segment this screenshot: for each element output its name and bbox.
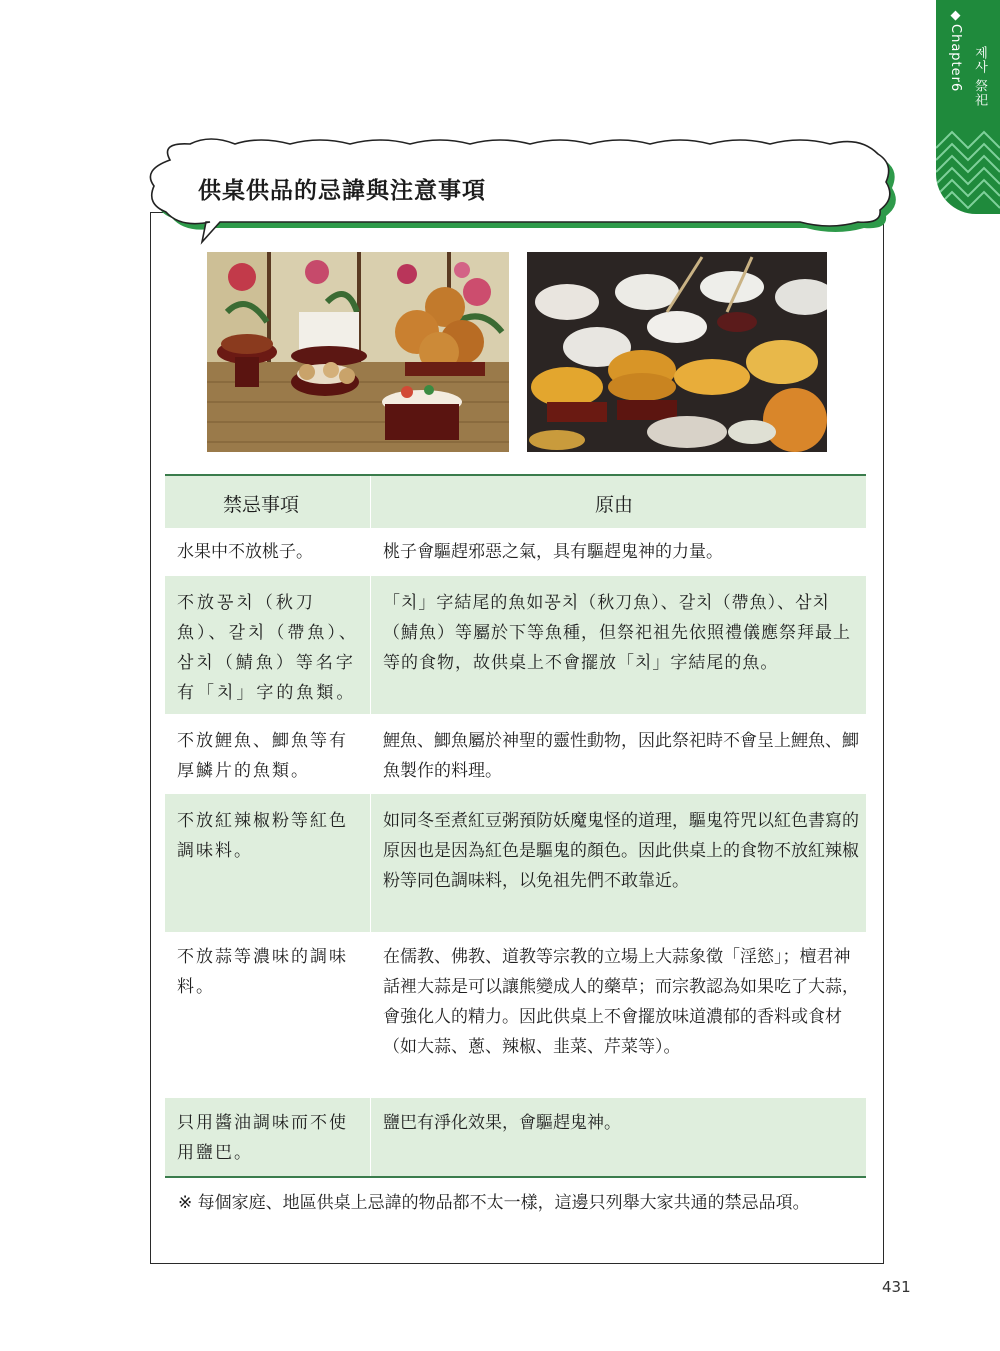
table-bottom-border xyxy=(165,1176,866,1178)
taboo-cell: 只用醬油調味而不使用鹽巴。 xyxy=(177,1113,348,1163)
chapter-label: Chapter6 xyxy=(948,24,963,93)
table-row xyxy=(165,528,866,576)
footnote: ※ 每個家庭、地區供桌上忌諱的物品都不太一樣，這邊只列舉大家共通的禁忌品項。 xyxy=(178,1193,810,1213)
reason-cell: 桃子會驅趕邪惡之氣，具有驅趕鬼神的力量。 xyxy=(383,542,723,562)
table-row xyxy=(165,714,866,794)
header-divider xyxy=(370,476,371,528)
table-header-row xyxy=(165,476,866,528)
table-row xyxy=(165,576,866,714)
table-row xyxy=(165,1098,866,1176)
page-title: 供桌供品的忌諱與注意事項 xyxy=(198,178,486,204)
page-number: 431 xyxy=(882,1278,911,1296)
taboo-cell: 不放꽁치（秋刀魚）、갈치（帶魚）、삼치（鯖魚）等名字有「치」字的魚類。 xyxy=(177,593,359,703)
reason-cell: 如同冬至煮紅豆粥預防妖魔鬼怪的道理，驅鬼符咒以紅色書寫的原因也是因為紅色是驅鬼的顏色。因此供桌上的食物不放紅辣椒粉等同色調味料，以免祖先們不敢靠近。 xyxy=(383,811,859,891)
taboo-cell: 不放蒜等濃味的調味料。 xyxy=(177,947,348,997)
row-divider xyxy=(370,1098,371,1176)
chapter-tab xyxy=(936,0,1000,214)
table-row xyxy=(165,794,866,932)
table-row xyxy=(165,932,866,1098)
photo-bowls-pancakes xyxy=(527,252,827,452)
chapter-korean: 제사 xyxy=(972,46,987,74)
reason-cell: 「치」字結尾的魚如꽁치（秋刀魚）、갈치（帶魚）、삼치（鯖魚）等屬於下等魚種，但祭祀祖先依照禮儀應祭拜最上等的食物，故供桌上不會擺放「치」字結尾的魚。 xyxy=(383,593,851,673)
taboo-cell: 不放鯉魚、鯽魚等有厚鱗片的魚類。 xyxy=(177,731,348,781)
header-taboo: 禁忌事項 xyxy=(223,494,300,516)
chapter-title xyxy=(970,46,989,107)
photo-offering-table xyxy=(207,252,509,452)
chapter-pattern-icon xyxy=(936,118,1000,214)
reason-cell: 鹽巴有淨化效果，會驅趕鬼神。 xyxy=(383,1113,621,1133)
chapter-diamond-icon: ◆ xyxy=(948,8,963,24)
chapter-label-group xyxy=(948,8,963,92)
row-divider xyxy=(370,794,371,932)
header-reason: 原由 xyxy=(595,494,634,516)
taboo-cell: 不放紅辣椒粉等紅色調味料。 xyxy=(177,811,348,861)
taboo-cell: 水果中不放桃子。 xyxy=(177,542,313,562)
reason-cell: 在儒教、佛教、道教等宗教的立場上大蒜象徵「淫慾」；檀君神話裡大蒜是可以讓熊變成人的藥草；而宗教認為如果吃了大蒜，會強化人的精力。因此供桌上不會擺放味道濃郁的香料或食材（如大蒜、蔥、辣椒、韭菜、芹菜等）。 xyxy=(383,947,859,1057)
reason-cell: 鯉魚、鯽魚屬於神聖的靈性動物，因此祭祀時不會呈上鯉魚、鯽魚製作的料理。 xyxy=(383,731,859,781)
row-divider xyxy=(370,576,371,714)
chapter-chinese: 祭祀 xyxy=(972,79,987,108)
